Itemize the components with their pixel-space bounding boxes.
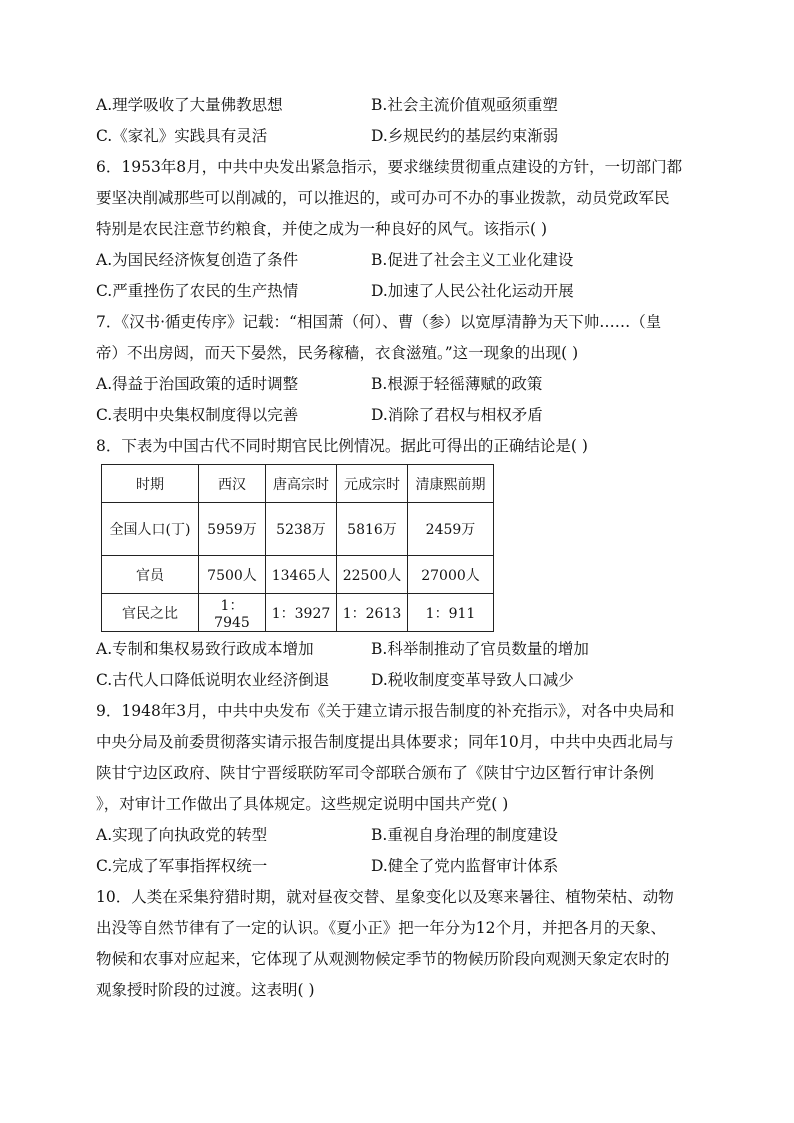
q5-options-row-1: [96, 90, 701, 121]
q9-options-row-2: [96, 851, 701, 882]
table-header-row: [102, 465, 494, 503]
exam-page: [96, 90, 701, 1006]
table-cell: 5816万: [337, 503, 408, 556]
q10-stem-line: 观象授时阶段的过渡。这表明( ): [96, 981, 315, 999]
table-cell: 1：2613: [337, 594, 408, 632]
table-row: [102, 556, 494, 594]
table-cell: 官民之比: [102, 594, 199, 632]
q9-stem-line: 》，对审计工作做出了具体规定。这些规定说明中国共产党( ): [96, 795, 509, 813]
q9-stem-line: 中央分局及前委贯彻落实请示报告制度提出具体要求；同年10月，中共中央西北局与: [96, 733, 674, 751]
table-cell: 22500人: [337, 556, 408, 594]
q8-stem: 8．下表为中国古代不同时期官民比例情况。据此可得出的正确结论是( ): [96, 437, 588, 455]
q6-option-a[interactable]: A.为国民经济恢复创造了条件: [96, 251, 299, 269]
q10-stem-line: 10．人类在采集狩猎时期，就对昼夜交替、星象变化以及寒来暑往、植物荣枯、动物: [96, 888, 674, 906]
q8-options-row-2: [96, 665, 701, 696]
table-header-cell: 唐高宗时: [266, 465, 337, 503]
table-row: [102, 503, 494, 556]
q6-stem-line: 6．1953年8月，中共中央发出紧急指示，要求继续贯彻重点建设的方针，一切部门都: [96, 158, 683, 176]
q7-options-row-2: [96, 400, 701, 431]
table-cell: 5238万: [266, 503, 337, 556]
q5-option-c[interactable]: C.《家礼》实践具有灵活: [96, 127, 268, 145]
q6-option-d[interactable]: D.加速了人民公社化运动开展: [371, 282, 574, 300]
q7-options-row-1: [96, 369, 701, 400]
q6-option-b[interactable]: B.促进了社会主义工业化建设: [371, 251, 574, 269]
q7-option-c[interactable]: C.表明中央集权制度得以完善: [96, 406, 299, 424]
q8-option-d[interactable]: D.税收制度变革导致人口减少: [371, 671, 574, 689]
q7-option-a[interactable]: A.得益于治国政策的适时调整: [96, 375, 299, 393]
q6-stem-line: 要坚决削减那些可以削减的，可以推迟的，或可办可不办的事业拨款，动员党政军民: [96, 189, 670, 207]
q6-options-row-2: [96, 276, 701, 307]
q9-option-c[interactable]: C.完成了军事指挥权统一: [96, 857, 268, 875]
table-cell: 5959万: [199, 503, 266, 556]
q8-option-a[interactable]: A.专制和集权易致行政成本增加: [96, 640, 314, 658]
table-row: [102, 594, 494, 632]
q10-stem-line: 物候和农事对应起来，它体现了从观测物候定季节的物候历阶段向观测天象定农时的: [96, 950, 670, 968]
table-cell: 13465人: [266, 556, 337, 594]
q6-option-c[interactable]: C.严重挫伤了农民的生产热情: [96, 282, 299, 300]
q8-options-row-1: [96, 634, 701, 665]
q10-stem-line: 出没等自然节律有了一定的认识。《夏小正》把一年分为12个月，并把各月的天象、: [96, 919, 666, 937]
q7-option-d[interactable]: D.消除了君权与相权矛盾: [371, 406, 543, 424]
q9-option-d[interactable]: D.健全了党内监督审计体系: [371, 857, 559, 875]
table-header-cell: 元成宗时: [337, 465, 408, 503]
q9-stem-line: 陕甘宁边区政府、陕甘宁晋绥联防军司令部联合颁布了《陕甘宁边区暂行审计条例: [96, 764, 655, 782]
table-cell: 7500人: [199, 556, 266, 594]
q7-option-b[interactable]: B.根源于轻徭薄赋的政策: [371, 375, 543, 393]
q5-options-row-2: [96, 121, 701, 152]
q7-stem-line: 7．《汉书·循吏传序》记载：“相国萧（何）、曹（参）以宽厚清静为天下帅……（皇: [96, 313, 662, 331]
q8-option-c[interactable]: C.古代人口降低说明农业经济倒退: [96, 671, 330, 689]
q8-option-b[interactable]: B.科举制推动了官员数量的增加: [371, 640, 589, 658]
table-cell: 全国人口(丁): [102, 503, 199, 556]
q9-options-row-1: [96, 820, 701, 851]
q9-option-b[interactable]: B.重视自身治理的制度建设: [371, 826, 558, 844]
q6-stem-line: 特别是农民注意节约粮食，并使之成为一种良好的风气。该指示( ): [96, 220, 548, 238]
table-header-cell: 西汉: [199, 465, 266, 503]
table-cell: 27000人: [408, 556, 494, 594]
table-header-cell: 清康熙前期: [408, 465, 494, 503]
table-cell: 1：911: [408, 594, 494, 632]
q9-stem-line: 9．1948年3月，中共中央发布《关于建立请示报告制度的补充指示》，对各中央局和: [96, 702, 675, 720]
q5-option-d[interactable]: D.乡规民约的基层约束渐弱: [371, 127, 559, 145]
table-cell: 1：7945: [199, 594, 266, 632]
q6-options-row-1: [96, 245, 701, 276]
q9-option-a[interactable]: A.实现了向执政党的转型: [96, 826, 268, 844]
table-cell: 官员: [102, 556, 199, 594]
q5-option-a[interactable]: A.理学吸收了大量佛教思想: [96, 96, 283, 114]
q7-stem-line: 帝）不出房闼，而天下晏然，民务稼穑，衣食滋殖。”这一现象的出现( ): [96, 344, 579, 362]
q5-option-b[interactable]: B.社会主流价值观亟须重塑: [371, 96, 558, 114]
table-cell: 1：3927: [266, 594, 337, 632]
table-cell: 2459万: [408, 503, 494, 556]
q8-data-table: [101, 464, 494, 632]
table-header-cell: 时期: [102, 465, 199, 503]
